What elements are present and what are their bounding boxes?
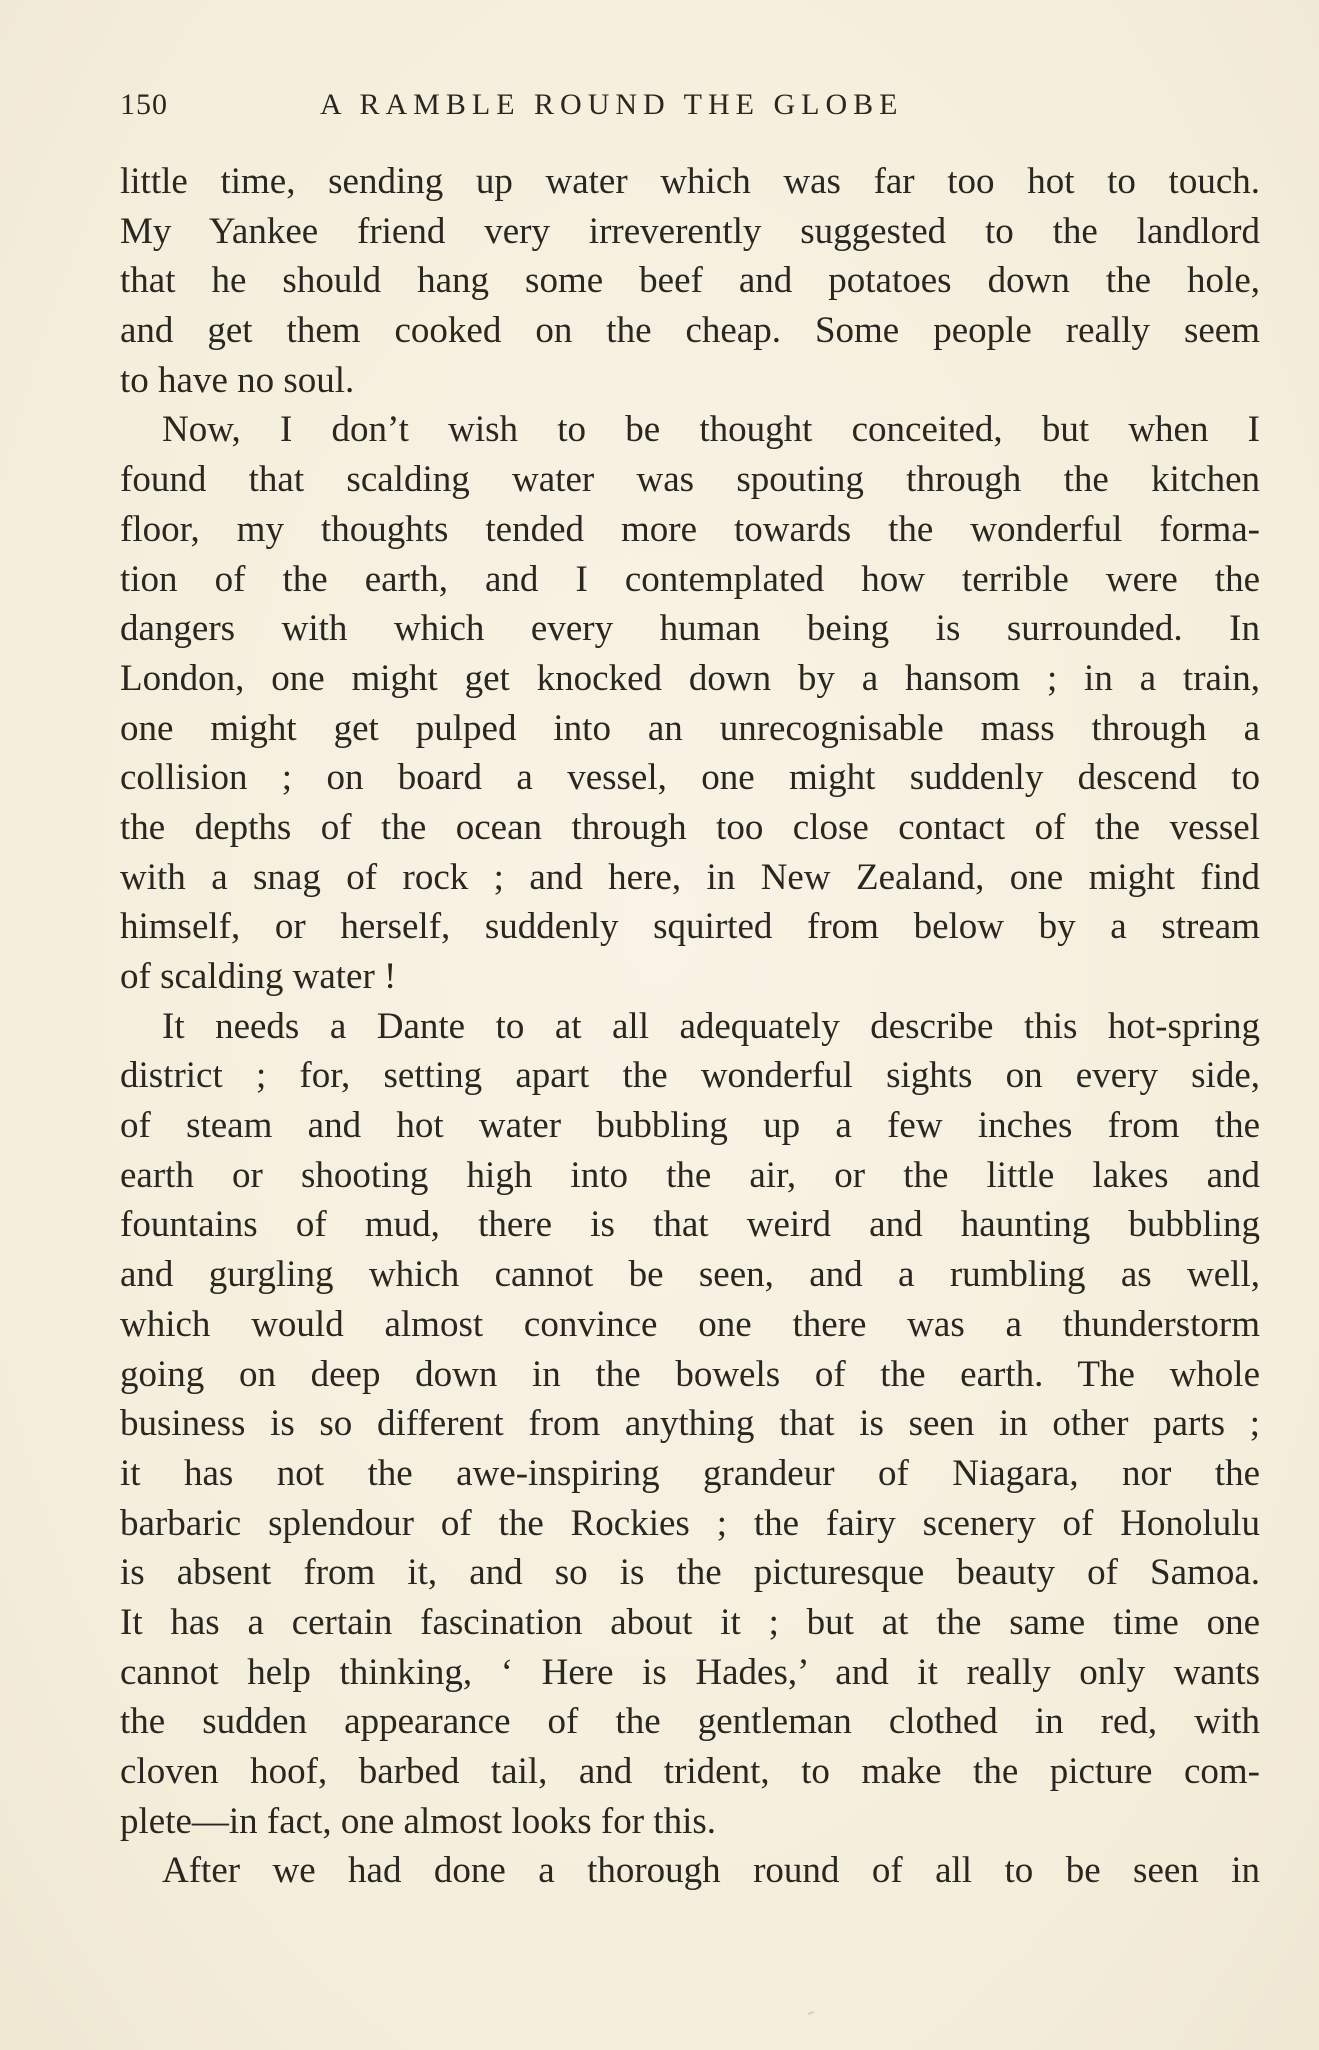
running-title: A RAMBLE ROUND THE GLOBE xyxy=(320,88,904,121)
text-line: and get them cooked on the cheap. Some people really seem xyxy=(120,310,1260,352)
text-line: of scalding water ! xyxy=(120,956,397,997)
text-line: it has not the awe-inspiring grandeur of Niagara, nor the xyxy=(120,1452,1260,1494)
text-line: cannot help thinking, ‘ Here is Hades,’ and it really only wants xyxy=(120,1651,1260,1693)
text-line: earth or shooting high into the air, or the little lakes and xyxy=(120,1154,1260,1196)
text-line: which would almost convince one there was a thunderstorm xyxy=(120,1303,1260,1345)
text-line: himself, or herself, suddenly squirted from below by a stream xyxy=(120,906,1260,948)
text-line: business is so different from anything that is seen in other parts ; xyxy=(120,1403,1260,1445)
text-line: the depths of the ocean through too close contact of the vessel xyxy=(120,806,1260,848)
text-line: tion of the earth, and I contemplated how terrible were the xyxy=(120,558,1260,600)
text-line: plete—in fact, one almost looks for this. xyxy=(120,1800,716,1842)
text-line: dangers with which every human being is surrounded. In xyxy=(120,608,1260,650)
text-line: After we had done a thorough round of all to be seen in xyxy=(162,1850,1260,1892)
text-line: with a snag of rock ; and here, in New Zealand, one might find xyxy=(120,856,1260,898)
text-line: is absent from it, and so is the picturesque beauty of Samoa. xyxy=(120,1552,1260,1594)
text-line: that he should hang some beef and potatoes down the hole, xyxy=(120,260,1260,302)
text-line: collision ; on board a vessel, one might suddenly descend to xyxy=(120,757,1260,799)
text-line: cloven hoof, barbed tail, and trident, to make the picture com- xyxy=(120,1751,1260,1792)
text-line: floor, my thoughts tended more towards the wonderful forma- xyxy=(120,508,1260,550)
text-line: district ; for, setting apart the wonderful sights on every side, xyxy=(120,1055,1260,1097)
text-line: It has a certain fascination about it ; but at the same time one xyxy=(120,1601,1260,1643)
text-line: found that scalding water was spouting through the kitchen xyxy=(120,459,1260,501)
text-line: London, one might get knocked down by a hansom ; in a train, xyxy=(120,657,1260,699)
text-line: of steam and hot water bubbling up a few inches from the xyxy=(120,1105,1260,1147)
text-line: My Yankee friend very irreverently suggested to the landlord xyxy=(120,210,1260,252)
body-text xyxy=(120,157,1260,1896)
text-line: the sudden appearance of the gentleman clothed in red, with xyxy=(120,1701,1260,1743)
text-line: one might get pulped into an unrecognisable mass through a xyxy=(120,707,1260,749)
text-line: Now, I don’t wish to be thought conceited, but when I xyxy=(162,409,1260,451)
page-header xyxy=(120,88,1260,138)
text-line: barbaric splendour of the Rockies ; the fairy scenery of Honolulu xyxy=(120,1502,1260,1544)
text-line: to have no soul. xyxy=(120,359,355,401)
page-number: 150 xyxy=(120,88,168,121)
text-line: and gurgling which cannot be seen, and a rumbling as well, xyxy=(120,1254,1260,1296)
text-line: fountains of mud, there is that weird and haunting bubbling xyxy=(120,1204,1260,1246)
text-line: It needs a Dante to at all adequately describe this hot-spring xyxy=(162,1005,1260,1047)
text-line: going on deep down in the bowels of the earth. The whole xyxy=(120,1353,1260,1395)
paper-speck xyxy=(808,2011,814,2015)
text-line: little time, sending up water which was far too hot to touch. xyxy=(120,161,1260,202)
